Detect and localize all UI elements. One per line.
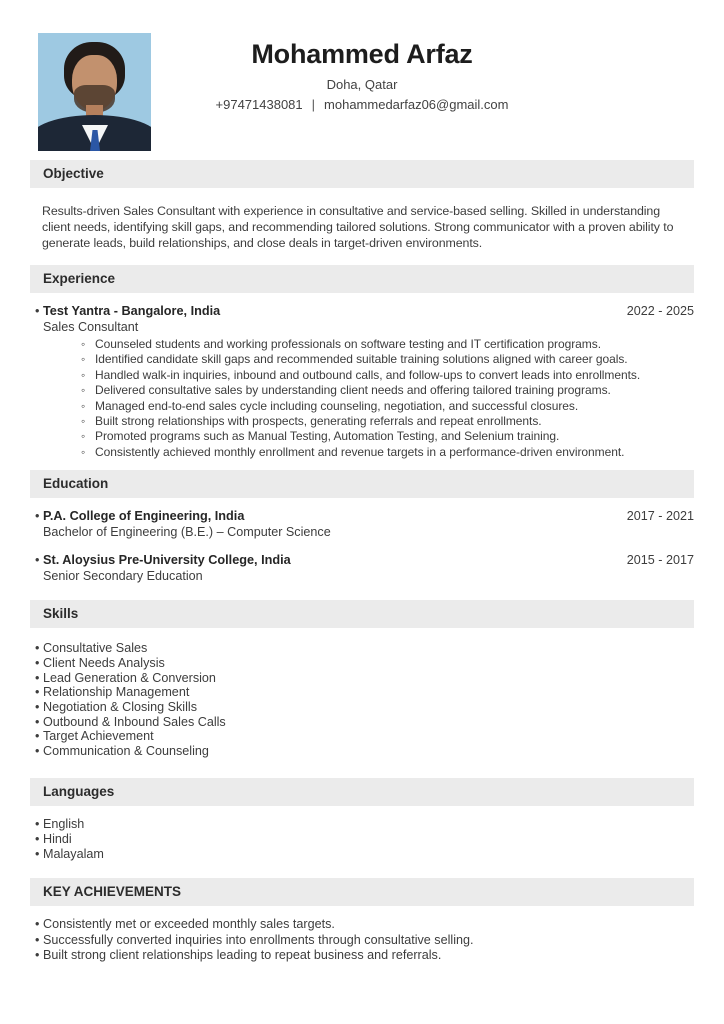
job-title: Sales Consultant	[43, 319, 139, 334]
skills-list	[30, 641, 694, 759]
experience-bullet: ◦ Counseled students and working professionals on software testing and IT certification programs.	[95, 337, 694, 352]
experience-bullet: ◦ Delivered consultative sales by understanding client needs and offering tailored training programs.	[95, 383, 694, 398]
contact-separator: |	[311, 97, 316, 112]
section-header-skills: Skills	[30, 600, 694, 628]
skill-item: • Communication & Counseling	[43, 744, 694, 759]
education-entry-head	[30, 553, 694, 569]
experience-entry-head	[30, 304, 694, 320]
section-header-experience: Experience	[30, 265, 694, 293]
section-header-education: Education	[30, 470, 694, 498]
candidate-location: Doha, Qatar	[326, 77, 398, 92]
experience-dates: 2022 - 2025	[626, 304, 694, 318]
education-dates: 2017 - 2021	[626, 509, 694, 524]
profile-photo	[38, 33, 151, 151]
education-entry	[30, 553, 694, 584]
skill-item: • Target Achievement	[43, 729, 694, 744]
experience-bullet-list	[30, 337, 694, 460]
section-header-languages: Languages	[30, 778, 694, 806]
language-item: • English	[43, 817, 694, 832]
school-name: • St. Aloysius Pre-University College, India	[43, 553, 291, 568]
achievement-item: • Consistently met or exceeded monthly sales targets.	[43, 917, 694, 932]
degree-name: Bachelor of Engineering (B.E.) – Computer Science	[43, 524, 331, 539]
experience-bullet: ◦ Built strong relationships with prospects, generating referrals and repeat enrollments.	[95, 414, 694, 429]
company-name: • Test Yantra - Bangalore, India	[43, 304, 221, 318]
experience-bullet: ◦ Identified candidate skill gaps and recommended suitable training solutions aligned with career goals.	[95, 352, 694, 367]
email-address: mohammedarfaz06@gmail.com	[324, 97, 509, 112]
language-item: • Malayalam	[43, 847, 694, 862]
skill-item: • Negotiation & Closing Skills	[43, 700, 694, 715]
achievement-item: • Built strong client relationships leading to repeat business and referrals.	[43, 948, 694, 963]
skill-item: • Relationship Management	[43, 685, 694, 700]
experience-bullet: ◦ Managed end-to-end sales cycle including counseling, negotiation, and successful closures.	[95, 399, 694, 414]
experience-bullet: ◦ Handled walk-in inquiries, inbound and outbound calls, and follow-ups to convert leads into enrollments.	[95, 368, 694, 383]
section-header-achievements: KEY ACHIEVEMENTS	[30, 878, 694, 906]
language-item: • Hindi	[43, 832, 694, 847]
phone-number: +97471438081	[215, 97, 303, 112]
experience-bullet: ◦ Consistently achieved monthly enrollment and revenue targets in a performance-driven environment.	[95, 445, 694, 460]
candidate-name: Mohammed Arfaz	[251, 39, 473, 69]
education-entry	[30, 509, 694, 540]
experience-entry	[30, 304, 694, 460]
resume-header	[0, 0, 724, 160]
education-dates: 2015 - 2017	[626, 553, 694, 568]
achievements-list	[30, 917, 694, 963]
section-header-objective: Objective	[30, 160, 694, 188]
skill-item: • Lead Generation & Conversion	[43, 671, 694, 686]
resume-body	[30, 160, 694, 963]
languages-list	[30, 817, 694, 863]
objective-text: Results-driven Sales Consultant with experience in consultative and service-based selling. Skilled in understanding client needs, identifying skill gaps, and recommending tailored solutions. Strong communicator with a proven ability to generate leads, build relationships, and close deals in target-driven environments.	[42, 204, 674, 250]
skill-item: • Outbound & Inbound Sales Calls	[43, 715, 694, 730]
experience-bullet: ◦ Promoted programs such as Manual Testing, Automation Testing, and Selenium training.	[95, 429, 694, 444]
skill-item: • Client Needs Analysis	[43, 656, 694, 671]
education-entry-head	[30, 509, 694, 525]
degree-name: Senior Secondary Education	[43, 568, 203, 583]
achievement-item: • Successfully converted inquiries into enrollments through consultative selling.	[43, 933, 694, 948]
school-name: • P.A. College of Engineering, India	[43, 509, 245, 524]
skill-item: • Consultative Sales	[43, 641, 694, 656]
